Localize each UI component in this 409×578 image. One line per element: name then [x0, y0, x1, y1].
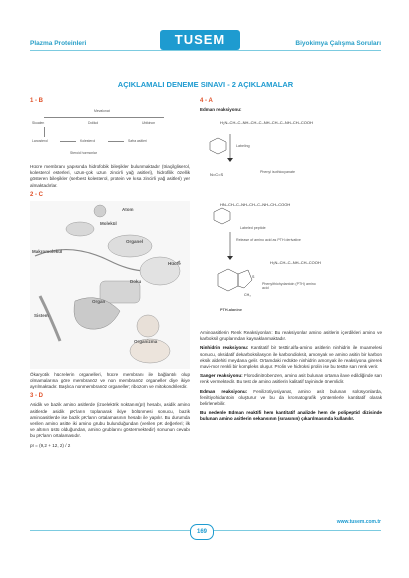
header-left-title: Plazma Proteinleri — [30, 40, 87, 47]
label-organizma: Organizma — [134, 338, 158, 344]
answer-2-text: Ökaryotik hücrelerin organelleri, hücre membranı ile bağlantılı olup olmamalarına göre membranöz ve non membranöz organeller diye ikiye ayrılmaktadır. Başlıca nonmembranöz organeller; ribozom ve mitokondrilerdir. — [30, 371, 190, 390]
answer-3-formula: pI = (9,2 + 12, 2) / 2 — [30, 442, 71, 448]
label-hucre: Hücre — [168, 260, 181, 266]
label-doku: Doku — [130, 278, 142, 284]
edman-title: Edman reaksiyonu: — [200, 107, 242, 112]
svg-text:HN–CH–C–NH–CH–C–NH–CH–COOH: HN–CH–C–NH–CH–C–NH–CH–COOH — [220, 202, 291, 207]
answer-4-final — [200, 410, 382, 422]
left-column — [30, 98, 190, 452]
label-labeled-peptide: Labeled peptide — [240, 226, 266, 230]
page-title: AÇIKLAMALI DENEME SINAVI - 2 AÇIKLAMALAR — [117, 80, 294, 89]
label-organ: Organ — [92, 298, 106, 304]
node-ubikinon: Ubikinon — [142, 121, 156, 125]
page-header — [0, 26, 409, 62]
label-sistem: Sistem — [34, 312, 49, 318]
node-kolesterol: Kolesterol — [80, 139, 96, 143]
node-mevalonat: Mevalonat — [94, 109, 110, 113]
chemical-structures — [200, 114, 382, 326]
organization-levels-figure — [30, 201, 190, 369]
svg-text:H₂N–CH–C–NH–CH–C–NH–CH–C–NH–CH: H₂N–CH–C–NH–CH–C–NH–CH–C–NH–CH–COOH — [220, 120, 313, 125]
header-right-title: Biyokimya Çalışma Soruları — [295, 40, 381, 47]
ninhidrin-paragraph — [200, 345, 382, 370]
step-labeling: Labeling — [236, 144, 250, 148]
biology-illustration — [30, 201, 190, 369]
label-pth-amino-acid: Phenylthiohydantoin (PTH) amino acid — [262, 282, 316, 290]
svg-text:H₃N–CH–C–NH–CH–COOH: H₃N–CH–C–NH–CH–COOH — [270, 260, 321, 265]
diagram-line — [44, 127, 45, 137]
edman-reaction-diagram — [200, 114, 382, 326]
node-lanosterol: Lanosterol — [32, 139, 48, 143]
sanger-text: Florodinitrobenzen, amino asit bulunan ortama ilave edildiğinde sarı renk vermektedir. Bu test de amino asitlerin kalitatif tayininde önemlidir. — [200, 373, 382, 385]
right-column — [200, 98, 382, 426]
answer-3-text: Asidik ve bazik amino asitlerde (izoelektrik noktanın(pI) hesabı, asidik amino asitlerde asidik pK'ların toplanarak ikiye bölünmesi sonucu, bazik aminoasitlerde ise bazik pK'ların ortalamasının hesabı ile yapılır. Bu durumda verilen amino asitte iki amino grubu bulunduğundan (verilen pK değerleri; ilk ve altının üstü olduğundan, amino grublarını göstermektedir) sonunun cevabı bu pK'ların ortalamasıdır. — [30, 402, 190, 439]
answer-2: 2 - C — [30, 191, 44, 198]
svg-text:S: S — [252, 275, 255, 279]
label-makromolekul: Makromolekül — [32, 248, 63, 254]
page-number: 169 — [190, 524, 214, 540]
answer-4: 4 - A — [200, 98, 213, 104]
ninhidrin-label: Ninhidrin reaksiyonu: — [200, 345, 249, 351]
node-safra: Safra asitleri — [128, 139, 147, 143]
step-release: Release of amino acid as PTH derivative — [236, 238, 301, 242]
diagram-line — [44, 117, 164, 118]
header-divider — [30, 50, 381, 51]
mevalonate-diagram — [30, 107, 190, 161]
website-link[interactable]: www.tusem.com.tr — [336, 519, 381, 525]
node-steroid: Steroid hormonlar — [70, 151, 97, 155]
sanger-paragraph — [200, 373, 382, 385]
final-text: Bu nedenle Edman reaktifi hem kantitatif analizde hem de polipeptid dizisinde bulunan amino asitlerin sekansının (sırasının) çıkarılmasında kullanılır. — [200, 410, 382, 422]
svg-text:CH₃: CH₃ — [244, 293, 251, 297]
answer-4-intro: Aminoasitlerin Renk Reaksiyonları: Bu reaksiyonlar amino asitlerin içerdikleri amino ve karboksil gruplarından kaynaklanmaktadır. — [200, 330, 382, 342]
sanger-label: Sanger reaksiyonu: — [200, 373, 243, 379]
edman-label: Edman reaksiyonu: — [200, 388, 248, 394]
label-pth-alanine: PTH-alanine — [220, 308, 242, 312]
svg-text:N=C=S: N=C=S — [210, 172, 224, 177]
answer-1: 1 - B — [30, 98, 44, 104]
diagram-arrow — [60, 141, 76, 142]
node-skualen: Skualen — [32, 121, 45, 125]
diagram-arrow — [108, 141, 124, 142]
label-atom: Atom — [122, 206, 134, 212]
tusem-logo: TUSEM — [160, 30, 240, 50]
label-organel: Organel — [126, 238, 144, 244]
node-dolikol: Dolikol — [88, 121, 99, 125]
answer-3: 3 - D — [30, 393, 44, 400]
label-molekul: Molekül — [100, 220, 117, 226]
label-phenyl-isothiocyanate: Phenyl isothiocyanate — [260, 170, 295, 174]
edman-text: Fenilizotiyosiyanat, amino asit bulunan solüsyonlarda, feniltiyohidantoin oluşturur ve bu da kromatografik yöntemlerle kantitatif olarak belirlenebilir. — [200, 388, 382, 407]
edman-paragraph — [200, 389, 382, 408]
answer-1-text: Hücre membranı yapısında hidrofobik bileşikler bulunmaktadır (triaçilgliserol, kolesterol esterleri, uzun-çok uzun zincirli yağ asitleri), hidrofilik özellik gösteren bileşikler (serbest kolesterol, protein ve kısa zincirli yağ asitleri) yer almaktadırlar. — [30, 164, 190, 188]
ninhidrin-text: Kantitatif bir testtir.alfa-amino asitlerin ninhidrin ile muamelesi sonucu, oksidatif dekarboksilasyon ile karbondioksit, amonyak ve amino asitin bir karbon eksik aldehiti meydana gelir. Ortamdaki redükte ninhidrin amonyak ile reaksiyona girerek mavi-mor renkli bir kompleks oluşur. Prolin ve hidroksi prolin ise bu testte sarı renk verir. — [200, 345, 382, 370]
